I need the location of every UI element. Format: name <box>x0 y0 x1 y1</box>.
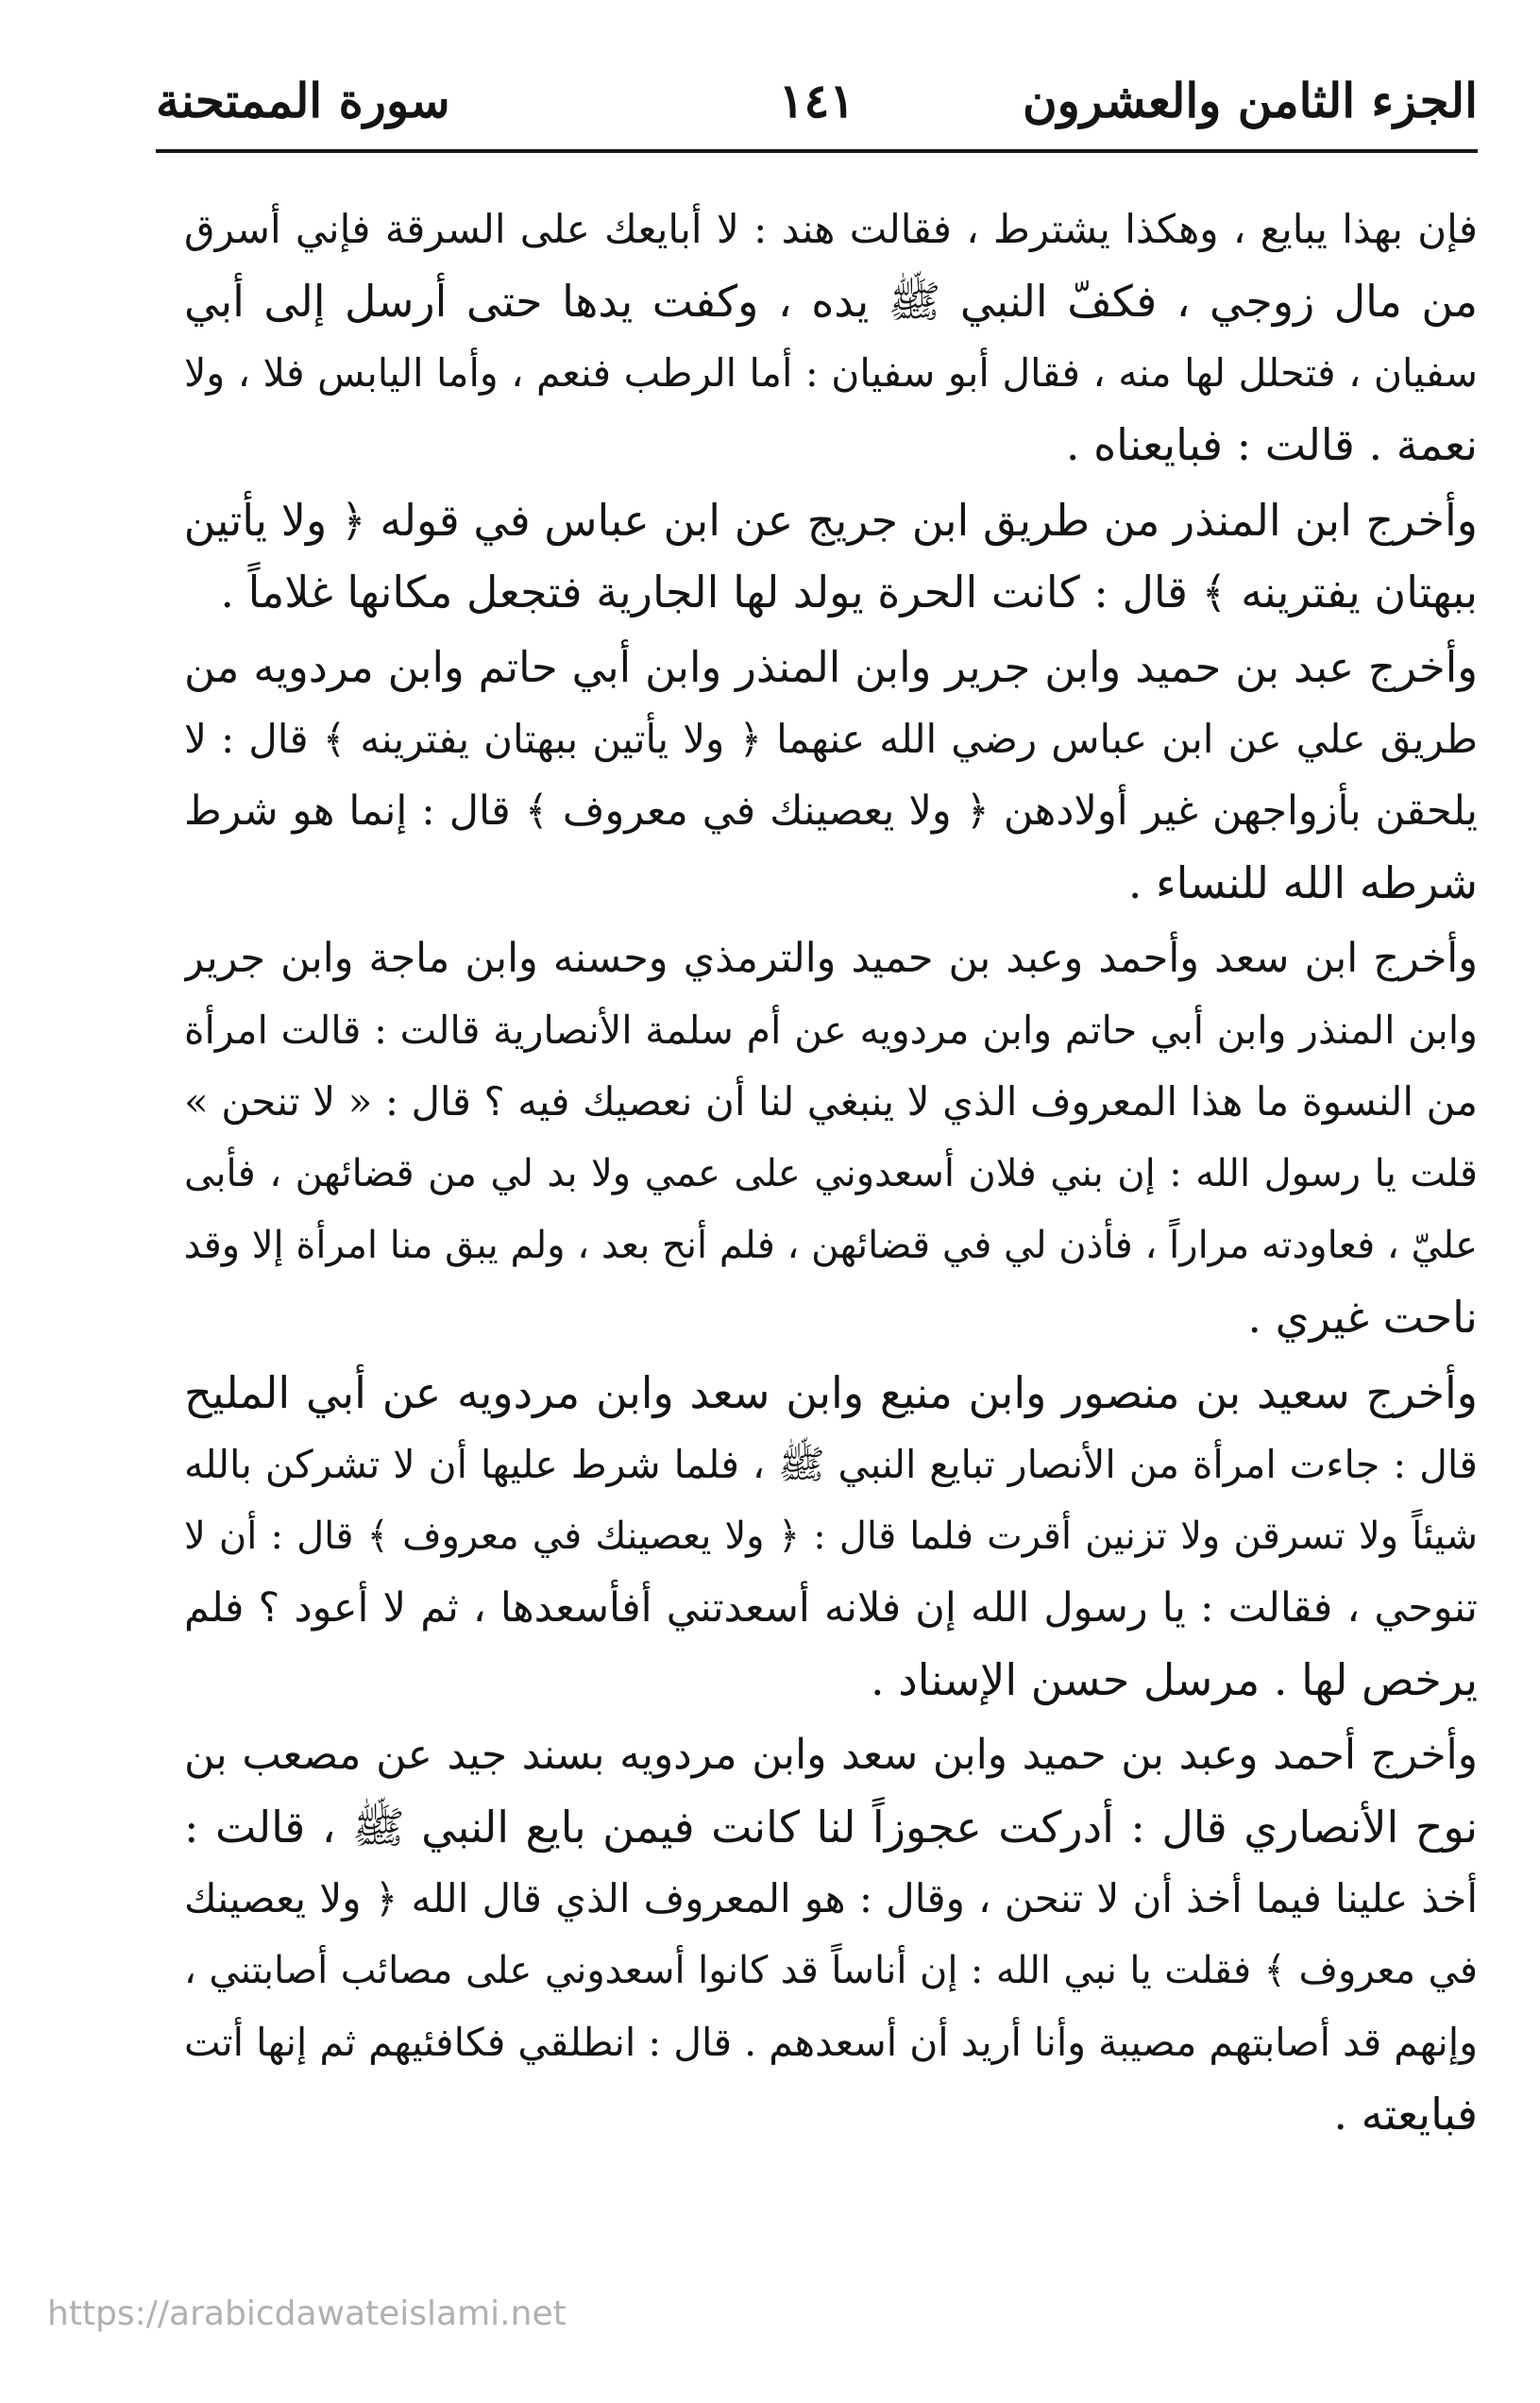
text-line: يلحقن بأزواجهن غير أولادهن ﴿ ولا يعصينك في معروف ﴾ قال : إنما هو شرط <box>184 787 1478 835</box>
text-line: أخذ علينا فيما أخذ أن لا تنحن ، وقال : هو المعروف الذي قال الله ﴿ ولا يعصينك <box>184 1875 1478 1921</box>
text-line: عليّ ، فعاودته مراراً ، فأذن لي في قضائهن ، فلم أنح بعد ، ولم يبق منا امرأة إلا وقد <box>184 1224 1478 1267</box>
part-title: الجزء الثامن والعشرون <box>1022 73 1478 128</box>
text-line: ناحت غيري . <box>1247 1292 1478 1343</box>
text-line: شيئاً ولا تسرقن ولا تزنين أقرت فلما قال : ﴿ ولا يعصينك في معروف ﴾ قال : أن لا <box>184 1515 1478 1558</box>
text-line: قلت يا رسول الله : إن بني فلان أسعدوني على عمي ولا بد لي من قضائهن ، فأبى <box>184 1152 1478 1195</box>
text-line: من مال زوجي ، فكفّ النبي ﷺ يده ، وكفت يدها حتى أرسل إلى أبي <box>184 276 1478 327</box>
header-rule <box>156 149 1478 153</box>
text-line: وإنهم قد أصابتهم مصيبة وأنا أريد أن أسعدهم . قال : انطلقي فكافئيهم ثم إنها أتت <box>184 2020 1478 2065</box>
page-number: ١٤١ <box>778 73 855 128</box>
text-body <box>184 194 1478 2271</box>
paragraph <box>184 194 1478 481</box>
text-line: من النسوة ما هذا المعروف الذي لا ينبغي لنا أن نعصيك فيه ؟ قال : « لا تنحن » <box>184 1078 1478 1125</box>
paragraph <box>184 484 1478 628</box>
text-line: قال : جاءت امرأة من الأنصار تبايع النبي ﷺ ، فلما شرط عليها أن لا تشركن بالله <box>184 1442 1478 1487</box>
text-line: وابن المنذر وابن أبي حاتم وابن مردويه عن أم سلمة الأنصارية قالت : قالت امرأة <box>184 1007 1478 1053</box>
text-line: وأخرج عبد بن حميد وابن جرير وابن المنذر وابن أبي حاتم وابن مردويه من <box>184 642 1478 692</box>
text-line: طريق علي عن ابن عباس رضي الله عنهما ﴿ ولا يأتين ببهتان يفترينه ﴾ قال : لا <box>184 716 1478 762</box>
paragraph <box>184 1357 1478 1716</box>
paragraph <box>184 922 1478 1353</box>
text-line: فإن بهذا يبايع ، وهكذا يشترط ، فقالت هند : لا أبايعك على السرقة فإني أسرق <box>184 206 1478 252</box>
text-line: يرخص لها . مرسل حسن الإسناد . <box>870 1654 1478 1705</box>
text-line: وأخرج سعيد بن منصور وابن منيع وابن سعد وابن مردويه عن أبي المليح <box>184 1367 1478 1418</box>
text-line: وأخرج ابن المنذر من طريق ابن جريج عن ابن عباس في قوله ﴿ ولا يأتين <box>184 495 1478 546</box>
text-line: ببهتان يفترينه ﴾ قال : كانت الحرة يولد لها الجارية فتجعل مكانها غلاماً . <box>220 567 1478 618</box>
paragraph <box>184 1719 1478 2150</box>
text-line: نوح الأنصاري قال : أدركت عجوزاً لنا كانت فيمن بايع النبي ﷺ ، قالت : <box>184 1802 1478 1853</box>
watermark-url: https://arabicdawateislami.net <box>47 2294 567 2333</box>
surah-title: سورة الممتحنة <box>156 73 450 128</box>
text-line: سفيان ، فتحلل لها منه ، فقال أبو سفيان : أما الرطب فنعم ، وأما اليابس فلا ، ولا <box>184 350 1478 396</box>
paragraph <box>184 632 1478 919</box>
text-line: وأخرج ابن سعد وأحمد وعبد بن حميد والترمذي وحسنه وابن ماجة وابن جرير <box>184 935 1478 982</box>
text-line: تنوحي ، فقالت : يا رسول الله إن فلانه أسعدتني أفأسعدها ، ثم لا أعود ؟ فلم <box>184 1584 1478 1632</box>
text-line: في معروف ﴾ فقلت يا نبي الله : إن أناساً قد كانوا أسعدوني على مصائب أصابتني ، <box>184 1949 1478 1992</box>
text-line: فبايعته . <box>1333 2089 1478 2140</box>
text-line: وأخرج أحمد وعبد بن حميد وابن سعد وابن مردويه بسند جيد عن مصعب بن <box>184 1731 1478 1779</box>
running-header <box>156 59 1478 144</box>
text-line: نعمة . قالت : فبايعناه . <box>1065 419 1478 470</box>
text-line: شرطه الله للنساء . <box>1127 857 1478 908</box>
